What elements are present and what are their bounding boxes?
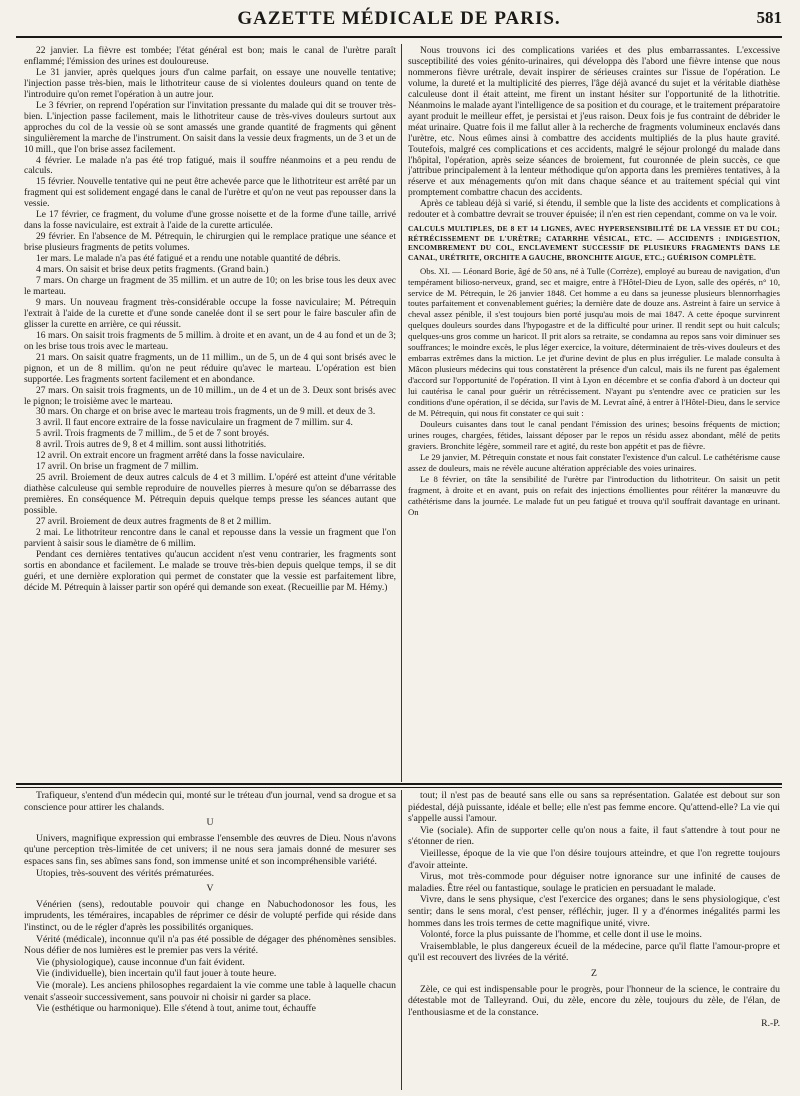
case-paragraph: Obs. XI. — Léonard Borie, âgé de 50 ans, né à Tulle (Corrèze), employé au bureau de navigation, d'un tempérament bilioso-nerveux, grand, sec et maigre, entre à l'Hôtel-Dieu de Lyon, salle des opérés, n° 10, service de M. Pétrequin, le 26 janvier 1848. Cet homme a eu dans sa jeunesse plusieurs blennorrhagies toutes parfaitement et convenablement guéries; la dernière date de douze ans. Astreint à faire un service à cheval assez pénible, il s'est toujours bien porté jusqu'au mois de mai 1847. A cette époque survinrent quelques douleurs sourdes dans l'hypogastre et de la difficulté pour uriner. Il rendit sept ou huit calculs; quelques-uns gros comme un haricot. Il prit alors sa retraite, se condamna au repos sans voir diminuer ses souffrances; le moindre excès, le plus léger exercice, la voiture, déterminaient de très-vives douleurs et des embarras extrêmes dans la miction. Le jet d'urine devint de plus en plus irrégulier. Le malade consulta à Mâcon plusieurs médecins qui tous constatèrent la présence d'un calcul, mais ils ne furent pas également d'accord sur l'opportunité de l'opération. Il vint à Lyon en décembre et se confia d'abord à un docteur qui lui cautérisa le canal pour guérir un rétrécissement. N'ayant pu s'entendre avec ce praticien sur les conditions d'une opération, il se décida, sur l'avis de M. Levrat aîné, à entrer à l'Hôtel-Dieu, dans le service de M. Pétrequin, qui nous fit constater ce qui suit : — [408, 265, 780, 419]
dictionary-entry: Trafiqueur, s'entend d'un médecin qui, monté sur le tréteau d'un journal, vend sa drogue et sa conscience pour attirer les chalands. — [24, 790, 396, 813]
paragraph: 27 mars. On saisit trois fragments, un de 10 millim., un de 4 et un de 3. Deux sont brisés avec le pignon; le troisième avec le marteau. — [24, 385, 396, 407]
dictionary-entry: Univers, magnifique expression qui embrasse l'ensemble des œuvres de Dieu. Nous n'avons qu'une perception très-limitée de cet univers; il ne nous sera jamais donné de mesurer ses espaces sans fin, ses abîmes sans fond, son immense unité et son incompréhensible variété. — [24, 832, 396, 867]
dictionary-entry: Vérité (médicale), inconnue qu'il n'a pas été possible de dégager des phénomènes sensibles. Nous défier de nos lumières est le premier pas vers la vérité. — [24, 933, 396, 957]
dictionary-entry: Volonté, force la plus puissante de l'homme, et celle dont il use le moins. — [420, 929, 702, 941]
author-signature: R.-P. — [761, 1018, 780, 1030]
dictionary-entry: Vivre, dans le sens physique, c'est l'exercice des organes; dans le sens physiologique, c'est sentir; dans le sens moral, c'est penser, réfléchir, juger. Il y a d'énormes inégalités parmi les hommes dans les trois termes de cette magnifique unité, vivre. — [408, 894, 780, 929]
left-column — [24, 46, 396, 780]
paragraph: Le 31 janvier, après quelques jours d'un calme parfait, on essaye une nouvelle tentative; l'injection passe très-bien, mais le lithotriteur cause de si violentes douleurs quand on tente de l'introduire qu'on remet l'opération à un autre jour. — [24, 67, 396, 100]
dictionary-entry: Vie (sociale). Afin de supporter celle qu'on nous a faite, il faut s'attendre à tout pour ne s'étonner de rien. — [408, 824, 780, 848]
section-letter: V — [206, 883, 214, 895]
right-column — [408, 46, 780, 780]
paragraph: 9 mars. Un nouveau fragment très-considérable occupe la fosse naviculaire; M. Pétrequin l'extrait à l'aide de la curette et d'une sonde canelée dont il se sert pour le faire basculer afin de glisser la curette en arrière, ce qui réussit. — [24, 297, 396, 330]
paragraph: 4 mars. On saisit et brise deux petits fragments. (Grand bain.) — [36, 265, 269, 276]
section-letter: U — [206, 817, 214, 829]
dictionary-entry: Vénérien (sens), redoutable pouvoir qui change en Nabuchodonosor les fous, les imprudents, les téméraires, incapables de réprimer ce désir de volupté perfide qui réside dans l'instinct, ou de le régler d'après les possibilités organiques. — [24, 898, 396, 933]
paragraph: Nous trouvons ici des complications variées et des plus embarrassantes. L'excessive susceptibilité des voies génito-urinaires, qui développa dès l'abord une fièvre intense que nous nommerons fièvre urétrale, devait inspirer de sérieuses craintes sur l'issue de l'opération. Le volume, la dureté et la multiplicité des pierres, l'âge déjà avancé du sujet et la véritable diathèse calculeuse dont il était atteint, me firent un instant hésiter sur l'opportunité de la lithotritie. Néanmoins le malade ayant l'intelligence de sa position et du courage, et le traitement préparatoire ayant produit le meilleur effet, je persistai et j'eus raison. Deux fois je fus contraint de débrider le méat urinaire. Quatre fois il me fallut aller à la recherche de fragments volumineux enclavés dans l'urètre, etc. Nous eûmes ainsi à combattre des accidents multipliés de la plus haute gravité. Toutefois, malgré ces complications et ces accidents, malgré le séjour prolongé du malade dans l'hôpital, l'opération, après seize séances de broiement, fut couronnée de plein succès, ce que j'attribue principalement à la lenteur méthodique qu'on apporta dans les premières tentatives, à la réserve et aux ménagements qu'on mit dans chaque séance et au traitement spécial qui vint promptement combattre chacun des accidents. — [408, 46, 780, 199]
dictionary-entry: Vie (morale). Les anciens philosophes regardaient la vie comme une table à laquelle chacun venait s'asseoir successivement, sans pouvoir ni choisir ni garder sa place. — [24, 979, 396, 1003]
dictionary-entry: Vieillesse, époque de la vie que l'on désire toujours atteindre, et que l'on regrette toujours d'avoir atteinte. — [408, 847, 780, 871]
paragraph: 15 février. Nouvelle tentative qui ne peut être achevée parce que le lithotriteur est arrêté par un fragment qui est solidement engagé dans le canal de l'urètre et qu'on ne veut pas repousser dans la vessie. — [24, 177, 396, 210]
feuilleton-divider — [16, 783, 782, 785]
feuilleton-right-column — [408, 790, 780, 1090]
paragraph: 12 avril. On extrait encore un fragment arrêté dans la fosse naviculaire. — [36, 451, 305, 462]
paragraph: 25 avril. Broiement de deux autres calculs de 4 et 3 millim. L'opéré est atteint d'une véritable diathèse calculeuse qui semble reproduire de nouvelles pierres à mesure qu'on se débarrasse des premières. En conséquence M. Pétrequin depuis quelque temps presse les séances autant que possible. — [24, 473, 396, 517]
dictionary-entry: Zèle, ce qui est indispensable pour le progrès, pour l'honneur de la science, le contraire du détestable mot de Talleyrand. Oui, du zèle, encore du zèle, toujours du zèle, de l'élan, de l'enthousiasme et de la constance. — [408, 983, 780, 1018]
case-paragraph: Douleurs cuisantes dans tout le canal pendant l'émission des urines; besoins fréquents de miction; urines rouges, chargées, fétides, laissant déposer par le repos un résidu assez abondant, mêlé de petits graviers. Bronchite légère, sommeil rare et agité, du reste bon appétit et pas de fièvre. — [408, 418, 780, 451]
dictionary-entry: Vraisemblable, le plus dangereux écueil de la médecine, parce qu'il flatte l'amour-propre et qu'il est recouvert des livrées de la vérité. — [408, 940, 780, 964]
case-paragraph: Le 8 février, on tâte la sensibilité de l'urètre par l'introduction du lithotriteur. On saisit un petit fragment, à droite et en avant, puis on refait des injections émollientes pour réitérer la manœuvre du cathétérisme dans la journée. Le malade fut un peu fatigué et trouva qu'il souffrait davantage en urinant. On — [408, 473, 780, 517]
paragraph: Pendant ces dernières tentatives qu'aucun accident n'est venu contrarier, les fragments sont sortis en abondance et facilement. Le malade se trouve très-bien depuis quelque temps, il se dit guéri, et une dernière exploration qui permet de constater que la vessie est parfaitement libre, décide M. Pétrequin à laisser partir son opéré qui demande son exeat. (Recueillie par M. Hémy.) — [24, 549, 396, 593]
paragraph: 5 avril. Trois fragments de 7 millim., de 5 et de 7 sont broyés. — [36, 429, 270, 440]
dictionary-entry: Utopies, très-souvent des vérités prématurées. — [36, 867, 215, 879]
column-divider — [401, 44, 402, 782]
journal-title: GAZETTE MÉDICALE DE PARIS. — [237, 8, 561, 29]
paragraph: 17 avril. On brise un fragment de 7 millim. — [36, 462, 199, 473]
dictionary-entry: Vie (esthétique ou harmonique). Elle s'étend à tout, anime tout, échauffe — [36, 1003, 316, 1015]
paragraph: Après ce tableau déjà si varié, si étendu, il semble que la liste des accidents et complications à redouter et à combattre devrait se trouver épuisée; il n'en est rien cependant, comme on va le voir. — [408, 199, 780, 221]
dictionary-entry: Vie (individuelle), bien incertain qu'il faut jouer à toute heure. — [36, 968, 277, 980]
section-letter: Z — [591, 967, 597, 979]
paragraph: 30 mars. On charge et on brise avec le marteau trois fragments, un de 9 mill. et deux de 3. — [36, 407, 376, 418]
paragraph: 3 avril. Il faut encore extraire de la fosse naviculaire un fragment de 7 millim. sur 4. — [36, 418, 353, 429]
dictionary-entry: Vie (physiologique), cause inconnue d'un fait évident. — [36, 956, 245, 968]
paragraph: 8 avril. Trois autres de 9, 8 et 4 millim. sont aussi lithotritiés. — [36, 440, 267, 451]
dictionary-entry: Virus, mot très-commode pour déguiser notre ignorance sur une infinité de causes de maladies. Être réel ou fantastique, soulage le praticien en persuadant le malade. — [408, 871, 780, 894]
paragraph: Le 17 février, ce fragment, du volume d'une grosse noisette et de la forme d'une taille, arrivé dans la fosse naviculaire, est extrait à l'aide de la curette articulée. — [24, 210, 396, 232]
paragraph: 1er mars. Le malade n'a pas été fatigué et a rendu une notable quantité de débris. — [36, 254, 341, 265]
paragraph: 2 mai. Le lithotriteur rencontre dans le canal et repousse dans la vessie un fragment que l'on parvient à saisir sous le diamètre de 6 millim. — [24, 527, 396, 549]
case-paragraph: Le 29 janvier, M. Pétrequin constate et nous fait constater l'existence d'un calcul. Le cathétérisme cause assez de douleurs, mais ne révèle aucune altération appréciable des voies urinaires. — [408, 451, 780, 473]
paragraph: 22 janvier. La fièvre est tombée; l'état général est bon; mais le canal de l'urètre paraît enflammé; l'émission des urines est douloureuse. — [24, 46, 396, 67]
page-number: 581 — [756, 8, 782, 27]
case-heading: CALCULS MULTIPLES, DE 8 ET 14 LIGNES, AVEC HYPERSENSIBILITÉ DE LA VESSIE ET DU COL; RÉTRÉCISSEMENT DE L'URÈTRE; CATARRHE VÉSICAL, ETC. — ACCIDENTS : INDIGESTION, ENCOMBREMENT DU COL, ENCLAVEMENT SUCCESSIF DE PLUSIEURS FRAGMENTS DANS LE CANAL, URÉTRITE, ORCHITE A GAUCHE, BRONCHITE AIGUE, ETC.; GUÉRISON COMPLÈTE. — [408, 224, 780, 263]
paragraph: 4 février. Le malade n'a pas été trop fatigué, mais il souffre néanmoins et a peu rendu de calculs. — [24, 155, 396, 177]
paragraph: Le 3 février, on reprend l'opération sur l'invitation pressante du malade qui dit se trouver très-bien. L'injection passe facilement, mais le lithotriteur cause de très-vives douleurs surtout aux approches du col de la vessie où se sont amassés une grande quantité de fragments qui gênent singulièrement la marche de l'instrument. On saisit dans la vessie deux fragments, un de 3 et un de 10 mill., que l'on brise assez facilement. — [24, 100, 396, 155]
feuilleton-left-column — [24, 790, 396, 1090]
paragraph: 7 mars. On charge un fragment de 35 millim. et un autre de 10; on les brise tous les deux avec le marteau. — [24, 276, 396, 297]
feuilleton-column-divider — [401, 790, 402, 1090]
paragraph: 16 mars. On saisit trois fragments de 5 millim. à droite et en avant, un de 4 au fond et un de 3; on les brise tous trois avec le marteau. — [24, 330, 396, 352]
paragraph: 27 avril. Broiement de deux autres fragments de 8 et 2 millim. — [36, 516, 272, 527]
masthead — [16, 6, 782, 38]
paragraph: 21 mars. On saisit quatre fragments, un de 11 millim., un de 5, un de 4 qui sont brisés avec le pignon, et un de 8 millim. qu'on ne peut réduire qu'avec le marteau. L'opération est bien supportée. Les fragments sortent facilement et en abondance. — [24, 352, 396, 385]
feuilleton-divider-thin — [16, 787, 782, 788]
dictionary-entry: tout; il n'est pas de beauté sans elle ou sans sa représentation. Galatée est debout sur son piédestal, déjà puissante, idéale et belle; elle n'est pas femme encore. Qu'attend-elle? La vie qui s'appelle aussi l'amour. — [408, 790, 780, 825]
paragraph: 29 février. En l'absence de M. Pétrequin, le chirurgien qui le remplace pratique une séance et brise plusieurs fragments de petits volumes. — [24, 232, 396, 254]
